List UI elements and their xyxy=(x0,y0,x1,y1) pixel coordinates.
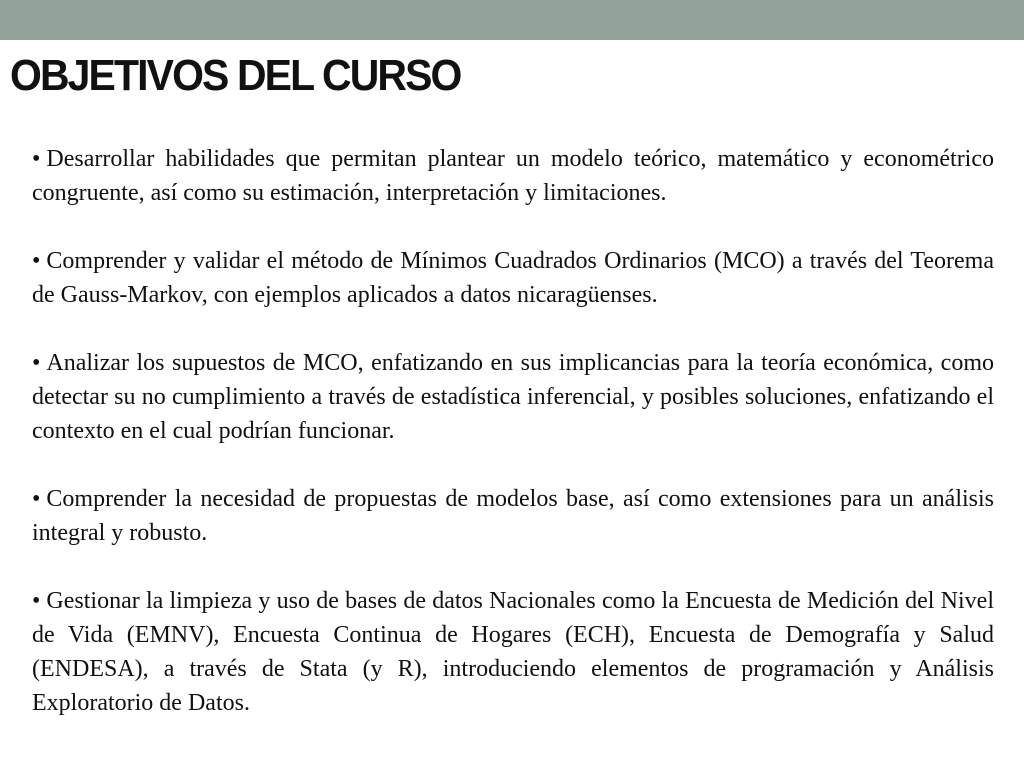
objective-item xyxy=(32,584,994,720)
objective-item xyxy=(32,244,994,312)
objectives-list xyxy=(32,142,994,720)
top-accent-band xyxy=(0,0,1024,40)
objective-text: Desarrollar habilidades que permitan plantear un modelo teórico, matemático y econométrico congruente, así como su estimación, interpretación y limitaciones. xyxy=(32,146,994,206)
objective-text: Gestionar la limpieza y uso de bases de datos Nacionales como la Encuesta de Medición del Nivel de Vida (EMNV), Encuesta Continua de Hogares (ECH), Encuesta de Demografía y Salud (ENDESA), a través de Stata (y R), introduciendo elementos de programación y Análisis Exploratorio de Datos. xyxy=(32,588,994,716)
objective-text: Analizar los supuestos de MCO, enfatizando en sus implicancias para la teoría económica, como detectar su no cumplimiento a través de estadística inferencial, y posibles soluciones, enfatizando el contexto en el cual podrían funcionar. xyxy=(32,350,994,444)
bullet-mark: • xyxy=(32,146,41,172)
slide-title: OBJETIVOS DEL CURSO xyxy=(10,51,461,100)
objective-item xyxy=(32,142,994,210)
objective-item xyxy=(32,346,994,448)
bullet-mark: • xyxy=(32,588,41,614)
objective-text: Comprender la necesidad de propuestas de modelos base, así como extensiones para un análisis integral y robusto. xyxy=(32,486,994,546)
objective-item xyxy=(32,482,994,550)
bullet-mark: • xyxy=(32,350,41,376)
bullet-mark: • xyxy=(32,248,41,274)
bullet-mark: • xyxy=(32,486,41,512)
objective-text: Comprender y validar el método de Mínimos Cuadrados Ordinarios (MCO) a través del Teorema de Gauss-Markov, con ejemplos aplicados a datos nicaragüenses. xyxy=(32,248,994,308)
